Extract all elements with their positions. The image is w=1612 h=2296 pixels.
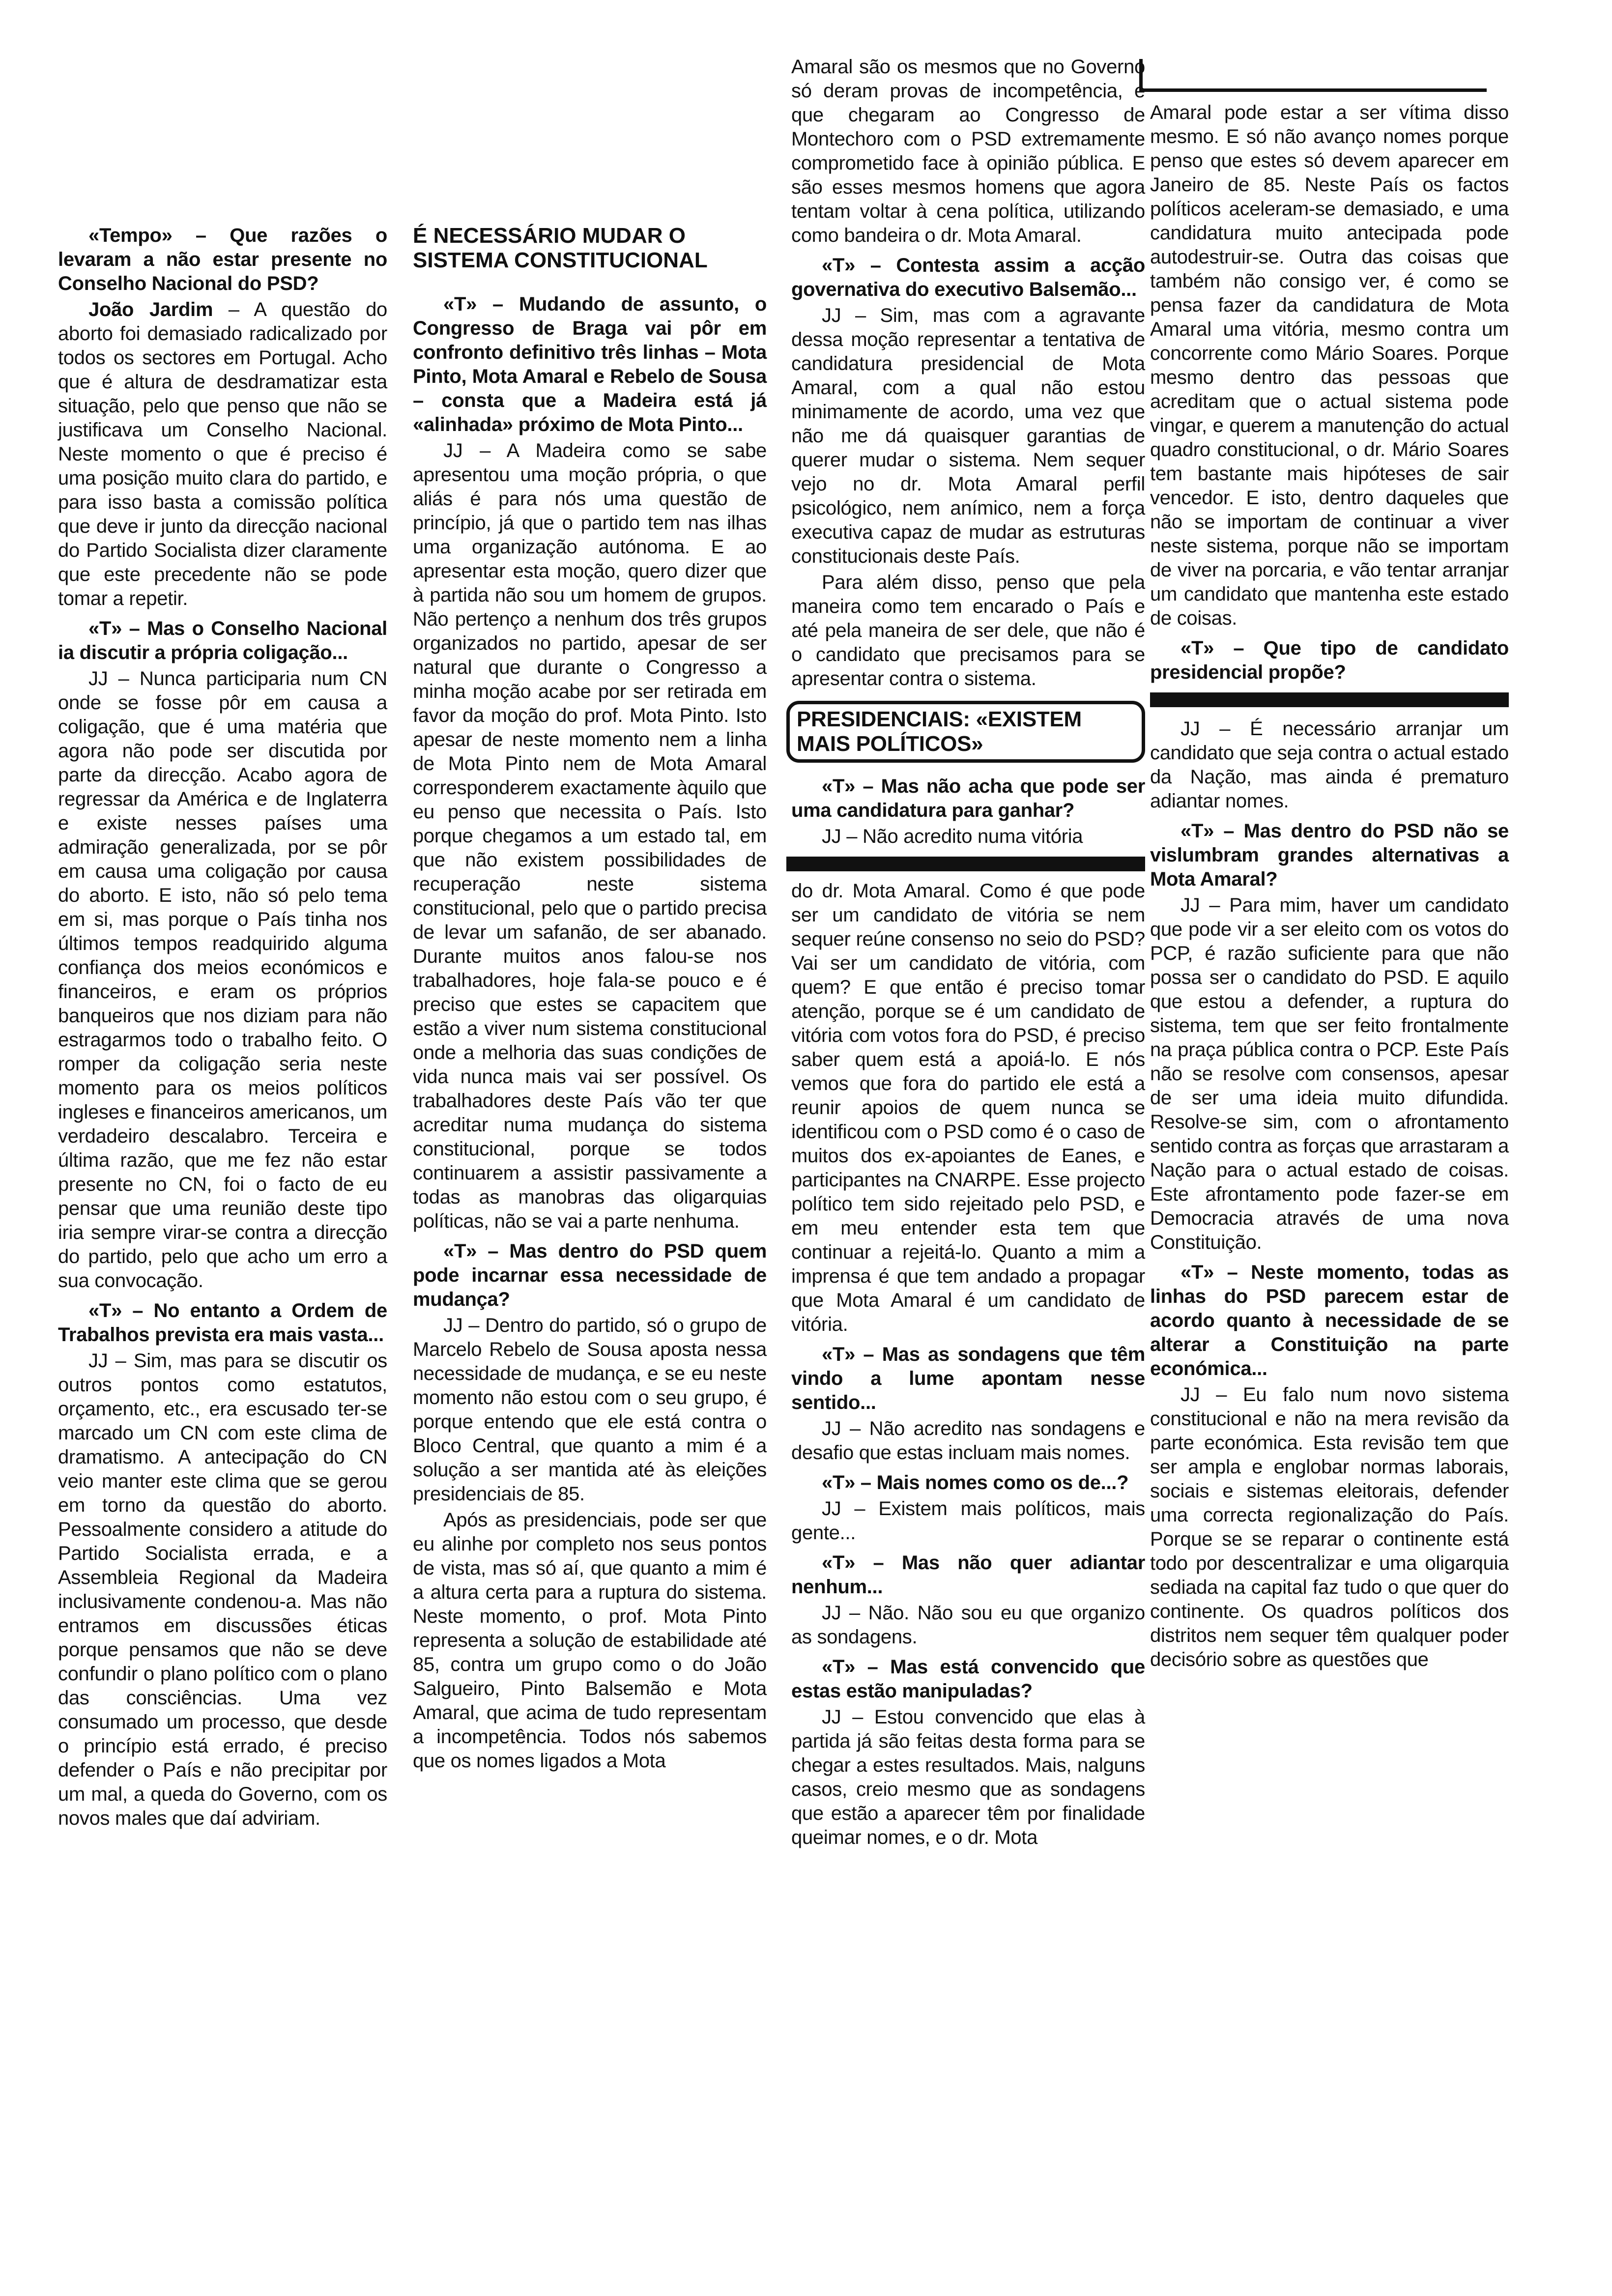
answer: JJ – Não. Não sou eu que organizo as sondagens. bbox=[791, 1602, 1145, 1648]
answer bbox=[58, 298, 387, 611]
speaker-name: João Jardim bbox=[88, 299, 213, 320]
answer: JJ – Sim, mas com a agravante dessa moção representar a tentativa de candidatura presidencial de Mota Amaral, com a qual não estou minimamente de acordo, uma vez que não me dá quaisquer garantias de querer mudar o sistema. Nem sequer vejo no dr. Mota Amaral perfil psicológico, nem anímico, nem a força executiva capaz de mudar as estruturas constitucionais deste País. bbox=[791, 305, 1145, 567]
question: «T» – Que tipo de candidato presidencial propõe? bbox=[1150, 637, 1509, 683]
question: «T» – Neste momento, todas as linhas do PSD parecem estar de acordo quanto à necessidade de se alterar a Constituição na parte económica... bbox=[1150, 1262, 1509, 1379]
question: «T» – Mas o Conselho Nacional ia discutir a própria coligação... bbox=[58, 618, 387, 663]
black-rule bbox=[1150, 692, 1509, 707]
answer: JJ – É necessário arranjar um candidato que seja contra o actual estado da Nação, mas ainda é prematuro adiantar nomes. bbox=[1150, 718, 1509, 812]
answer: JJ – Estou convencido que elas à partida já são feitas desta forma para se chegar a estes resultados. Mais, nalguns casos, creio mesmo que as sondagens que estão a aparecer têm por finalidade queimar nomes, e o dr. Mota bbox=[791, 1706, 1145, 1848]
column-3 bbox=[791, 55, 1145, 1852]
question: «Tempo» – Que razões o levaram a não estar presente no Conselho Nacional do PSD? bbox=[58, 225, 387, 294]
answer: Amaral são os mesmos que no Governo só deram provas de incompetência, e que chegaram ao Congresso de Montechoro com o PSD extremamente comprometido face à opinião pública. E são esses mesmos homens que agora tentam voltar à cena política, utilizando como bandeira o dr. Mota Amaral. bbox=[791, 56, 1145, 246]
answer: JJ – A Madeira como se sabe apresentou uma moção própria, o que aliás é para nós uma questão de princípio, já que o partido tem nas ilhas uma organização autónoma. E ao apresentar esta moção, quero dizer que à partida não sou um homem de grupos. Não pertenço a nenhum dos três grupos organizados no partido, apesar de ser natural que durante o Congresso a minha moção acabe por ser retirada em favor da moção do prof. Mota Pinto. Isto apesar de neste momento nem a linha de Mota Pinto nem de Mota Amaral corresponderem exactamente àquilo que eu penso que necessita o País. Isto porque chegamos a um estado tal, em que não existem possibilidades de recuperação neste sistema constitucional, pelo que o partido precisa de levar um safanão, de ser abanado. Durante muitos anos falou-se nos trabalhadores, hoje fala-se pouco e é preciso que estes se capacitem que estão a viver num sistema constitucional onde a melhoria das suas condições de vida nunca mais vai ser possível. Os trabalhadores deste País vão ter que acreditar numa mudança do sistema constitucional, porque se todos continuarem a assistir passivamente a todas as manobras das oligarquias políticas, não se vai a parte nenhuma. bbox=[413, 440, 767, 1232]
answer: Amaral pode estar a ser vítima disso mesmo. E só não avanço nomes porque penso que estes só devem aparecer em Janeiro de 85. Neste País os factos políticos aceleram-se demasiado, e uma candidatura muito antecipada pode autodestruir-se. Outra das coisas que também não consigo ver, é como se pensa fazer da candidatura de Mota Amaral uma vitória, mesmo contra um concorrente como Mário Soares. Porque mesmo dentro das pessoas que acreditam que o actual sistema pode vingar, e querem a manutenção do actual quadro constitucional, o dr. Mário Soares tem bastante mais hipóteses de sair vencedor. E isto, dentro daqueles que não se importam de continuar a viver neste sistema, porque não se importam de viver na porcaria, e vão tentar arranjar um candidato que mantenha este estado de coisas. bbox=[1150, 102, 1509, 629]
question: «T» – Mas dentro do PSD quem pode incarnar essa necessidade de mudança? bbox=[413, 1240, 767, 1310]
answer-text: – A questão do aborto foi demasiado radicalizado por todos os sectores em Portugal. Acho que é altura de desdramatizar esta situação, pelo que penso que não se justificava um Conselho Nacional. Neste momento o que é preciso é uma posição muito clara do partido, e para isso basta a comissão política que deve ir junto da direcção nacional do Partido Socialista dizer claramente que este precedente não se pode tomar a repetir. bbox=[58, 299, 387, 609]
boxed-section-heading: PRESIDENCIAIS: «EXISTEM MAIS POLÍTICOS» bbox=[786, 701, 1145, 763]
answer: JJ – Sim, mas para se discutir os outros pontos como estatutos, orçamento, etc., era escusado ter-se marcado um CN com este clima de dramatismo. A antecipação do CN veio manter este clima que se gerou em torno da questão do aborto. Pessoalmente considero a atitude do Partido Socialista errada, e a Assembleia Regional da Madeira inclusivamente condenou-a. Mas não entramos em discussões éticas porque pensamos que não se deve confundir o plano político com o plano das consciências. Uma vez consumado um processo, que desde o princípio está errado, é preciso defender o País e não precipitar por um mal, a queda do Governo, com os novos males que daí adviriam. bbox=[58, 1350, 387, 1829]
answer: JJ – Para mim, haver um candidato que pode vir a ser eleito com os votos do PCP, é razão suficiente para que não possa ser o candidato do PSD. E aquilo que estou a defender, a ruptura do sistema, tem que ser feito frontalmente na praça pública contra o PCP. Este País não se resolve com consensos, apesar de ser uma ideia muito difundida. Resolve-se sim, com o afrontamento sentido contra as forças que arrastaram a Nação para o actual estado de coisas. Este afrontamento pode fazer-se em Democracia através de uma nova Constituição. bbox=[1150, 894, 1509, 1253]
question: «T» – Mas não acha que pode ser uma candidatura para ganhar? bbox=[791, 775, 1145, 821]
answer: JJ – Não acredito nas sondagens e desafio que estas incluam mais nomes. bbox=[791, 1418, 1145, 1464]
corner-rule bbox=[1139, 59, 1487, 92]
answer: JJ – Nunca participaria num CN onde se fosse pôr em causa a coligação, que é uma matéria que agora não pode ser discutida por parte da direcção. Acabo agora de regressar da América e de Inglaterra e existe nesses países uma admiração generalizada, por se pôr em causa uma coligação por causa do aborto. E isto, não só pelo tema em si, mas porque o País tinha nos últimos tempos readquirido alguma confiança dos meios económicos e financeiros, e eram os próprios banqueiros que nos diziam para não estragarmos todo o trabalho feito. O romper da coligação seria neste momento para os meios políticos ingleses e financeiros americanos, um verdadeiro descalabro. Terceira e última razão, que me fez não estar presente no CN, foi o facto de eu pensar que uma reunião deste tipo iria sempre virar-se contra a direcção do partido, pelo que acho um erro a sua convocação. bbox=[58, 668, 387, 1292]
question: «T» – Mas não quer adiantar nenhum... bbox=[791, 1552, 1145, 1598]
black-rule bbox=[786, 857, 1145, 871]
answer: Após as presidenciais, pode ser que eu alinhe por completo nos seus pontos de vista, mas só aí, que quanto a mim é a altura certa para a ruptura do sistema. Neste momento, o prof. Mota Pinto representa a solução de estabilidade até 85, contra um grupo como o do João Salgueiro, Pinto Balsemão e Mota Amaral, que acima de tudo representam a incompetência. Todos nós sabemos que os nomes ligados a Mota bbox=[413, 1509, 767, 1772]
column-2 bbox=[413, 224, 767, 1775]
column-4 bbox=[1150, 101, 1509, 1674]
answer: JJ – Não acredito numa vitória bbox=[822, 826, 1083, 847]
question: «T» – Contesta assim a acção governativa do executivo Balsemão... bbox=[791, 255, 1145, 300]
question: «T» – Mais nomes como os de...? bbox=[822, 1472, 1129, 1493]
answer: JJ – Dentro do partido, só o grupo de Marcelo Rebelo de Sousa aposta nessa necessidade de mudança, e se eu neste momento não estou com o seu grupo, é porque entendo que ele está contra o Bloco Central, que quanto a mim é a solução a ser mantida até às eleições presidenciais de 85. bbox=[413, 1315, 767, 1505]
question: «T» – Mas as sondagens que têm vindo a lume apontam nesse sentido... bbox=[791, 1344, 1145, 1413]
answer: Para além disso, penso que pela maneira como tem encarado o País e até pela maneira de ser dele, que não é o candidato que precisamos para se apresentar contra o sistema. bbox=[791, 572, 1145, 689]
answer: JJ – Existem mais políticos, mais gente... bbox=[791, 1498, 1145, 1544]
question: «T» – No entanto a Ordem de Trabalhos prevista era mais vasta... bbox=[58, 1300, 387, 1346]
column-1 bbox=[58, 224, 387, 1833]
question: «T» – Mas dentro do PSD não se vislumbram grandes alternativas a Mota Amaral? bbox=[1150, 820, 1509, 890]
question: «T» – Mudando de assunto, o Congresso de Braga vai pôr em confronto definitivo três linhas – Mota Pinto, Mota Amaral e Rebelo de Sousa – consta que a Madeira está já «alinhada» próximo de Mota Pinto... bbox=[413, 293, 767, 435]
answer: JJ – Eu falo num novo sistema constitucional e não na mera revisão da parte económica. Esta revisão tem que ser ampla e englobar normas laborais, sociais e sistemas eleitorais, defender uma correcta regionalização do País. Porque se se reparar o continente está todo por descentralizar e uma oligarquia sediada na capital faz tudo o que quer do continente. Os quadros políticos dos distritos nem sequer têm qualquer poder decisório sobre as questões que bbox=[1150, 1384, 1509, 1670]
section-heading: É NECESSÁRIO MUDAR O SISTEMA CONSTITUCIONAL bbox=[413, 224, 708, 272]
question: «T» – Mas está convencido que estas estão manipuladas? bbox=[791, 1656, 1145, 1702]
answer: do dr. Mota Amaral. Como é que pode ser um candidato de vitória se nem sequer reúne consenso no seio do PSD? Vai ser um candidato de vitória, com quem? E que então é preciso tomar atenção, porque se é um candidato de vitória com votos fora do PSD, é preciso saber quem está a apoiá-lo. E nós vemos que fora do partido ele está a reunir apoios de quem nunca se identificou com o PSD como é o caso de muitos dos ex-apoiantes de Eanes, e participantes na CNARPE. Esse projecto político tem sido rejeitado pelo PSD, e em meu entender esta tem que continuar a rejeitá-lo. Quanto a mim a imprensa é que tem andado a propagar que Mota Amaral é um candidato de vitória. bbox=[791, 880, 1145, 1335]
